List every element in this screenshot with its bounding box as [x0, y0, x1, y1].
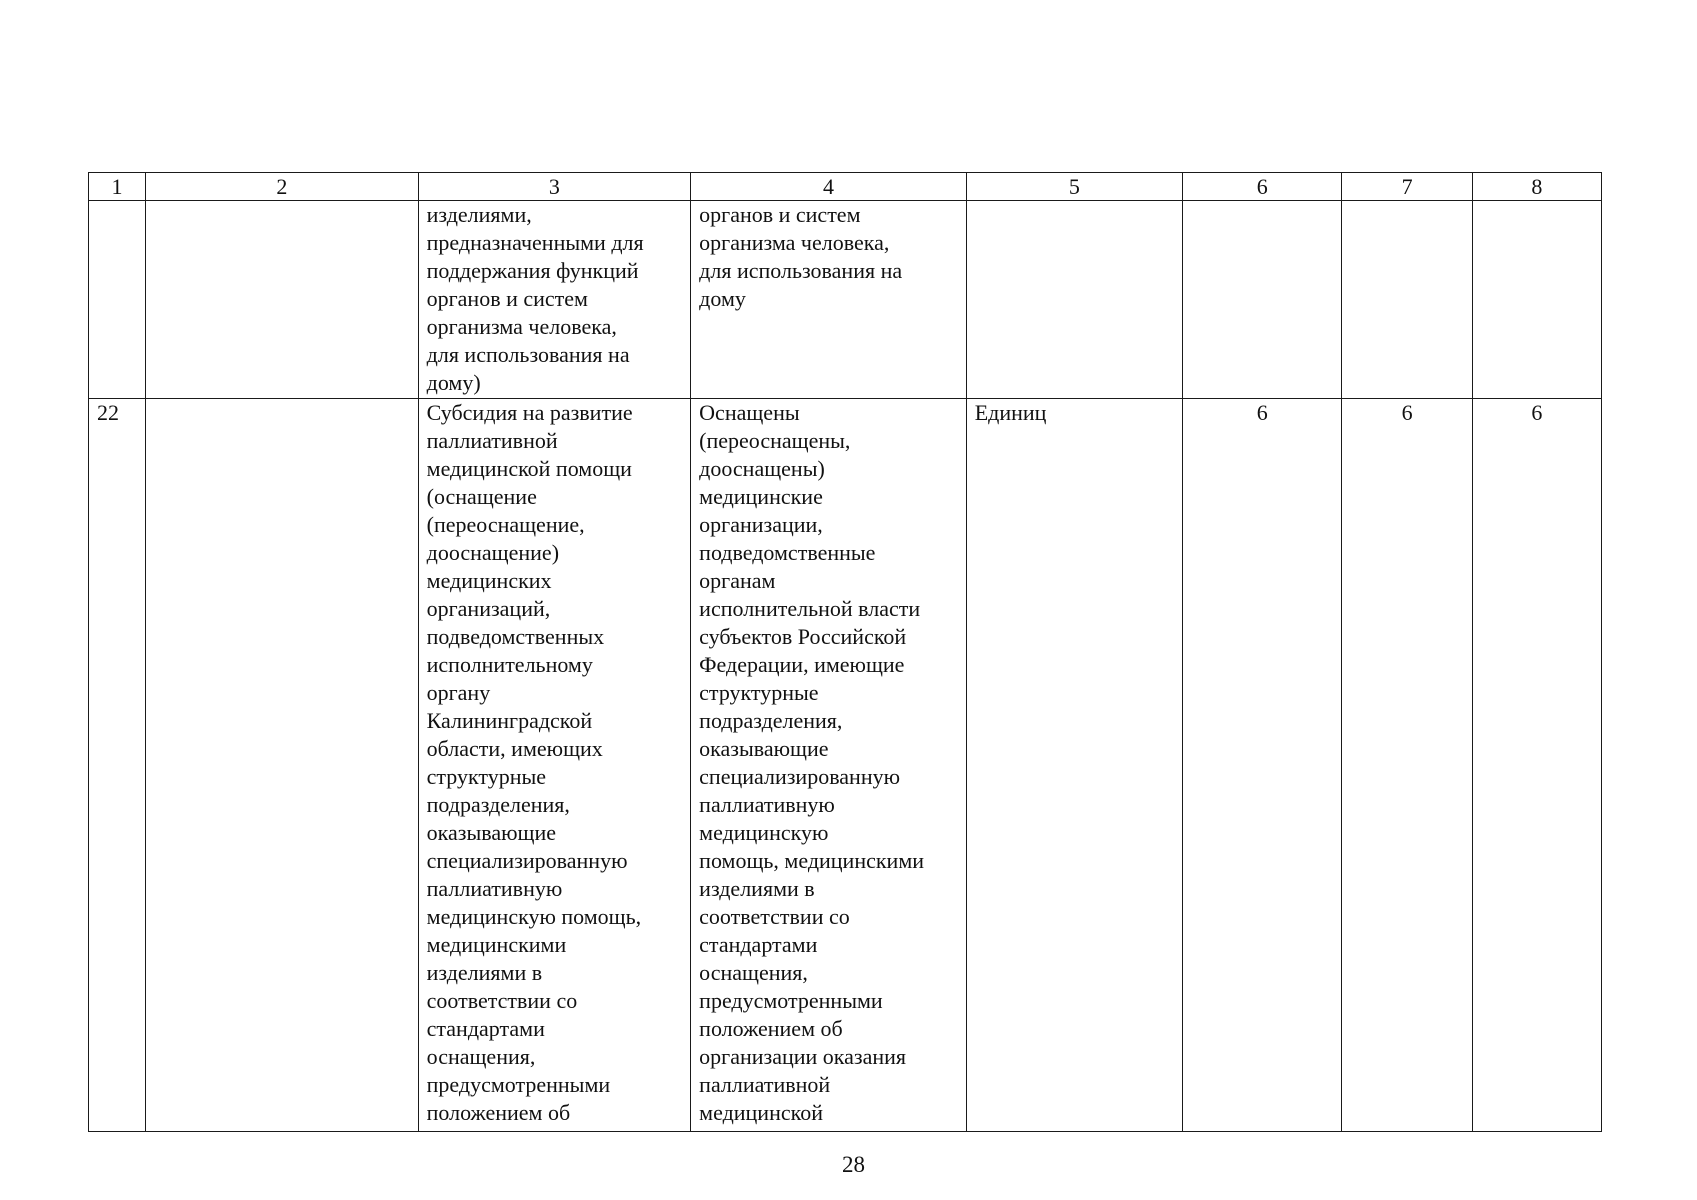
- table-row: [89, 399, 1602, 1132]
- column-header-1: 1: [89, 173, 146, 201]
- row-number-cell: [89, 201, 146, 399]
- column-header-4: 4: [691, 173, 967, 201]
- table-cell: [146, 201, 419, 399]
- unit-cell: [966, 201, 1182, 399]
- value-cell-6: [1183, 201, 1342, 399]
- value-cell-8: [1472, 201, 1601, 399]
- column-header-5: 5: [966, 173, 1182, 201]
- measure-name-cell: Субсидия на развитие паллиативной медицинской помощи (оснащение (переоснащение, дооснащение) медицинских организаций, подведомственных исполнительному органу Калининградской области, имеющих структурные подразделения, оказывающие специализированную паллиативную медицинскую помощь, медицинскими изделиями в соответствии со стандартами оснащения, предусмотренными положением об: [418, 399, 691, 1132]
- row-number-cell: 22: [89, 399, 146, 1132]
- table-header-row: [89, 173, 1602, 201]
- value-cell-6: 6: [1183, 399, 1342, 1132]
- column-header-2: 2: [146, 173, 419, 201]
- unit-cell: Единиц: [966, 399, 1182, 1132]
- data-table: [88, 172, 1602, 1132]
- column-header-8: 8: [1472, 173, 1601, 201]
- result-name-cell: органов и систем организма человека, для использования на дому: [691, 201, 967, 399]
- table-row: [89, 201, 1602, 399]
- page-number: 28: [842, 1152, 865, 1177]
- value-cell-7: 6: [1342, 399, 1472, 1132]
- measure-name-cell: изделиями, предназначенными для поддержания функций органов и систем организма человека, для использования на дому): [418, 201, 691, 399]
- value-cell-7: [1342, 201, 1472, 399]
- table-cell: [146, 399, 419, 1132]
- result-name-cell: Оснащены (переоснащены, дооснащены) медицинские организации, подведомственные органам исполнительной власти субъектов Российской Федерации, имеющие структурные подразделения, оказывающие специализированную паллиативную медицинскую помощь, медицинскими изделиями в соответствии со стандартами оснащения, предусмотренными положением об организации оказания паллиативной медицинской: [691, 399, 967, 1132]
- column-header-7: 7: [1342, 173, 1472, 201]
- column-header-3: 3: [418, 173, 691, 201]
- value-cell-8: 6: [1472, 399, 1601, 1132]
- column-header-6: 6: [1183, 173, 1342, 201]
